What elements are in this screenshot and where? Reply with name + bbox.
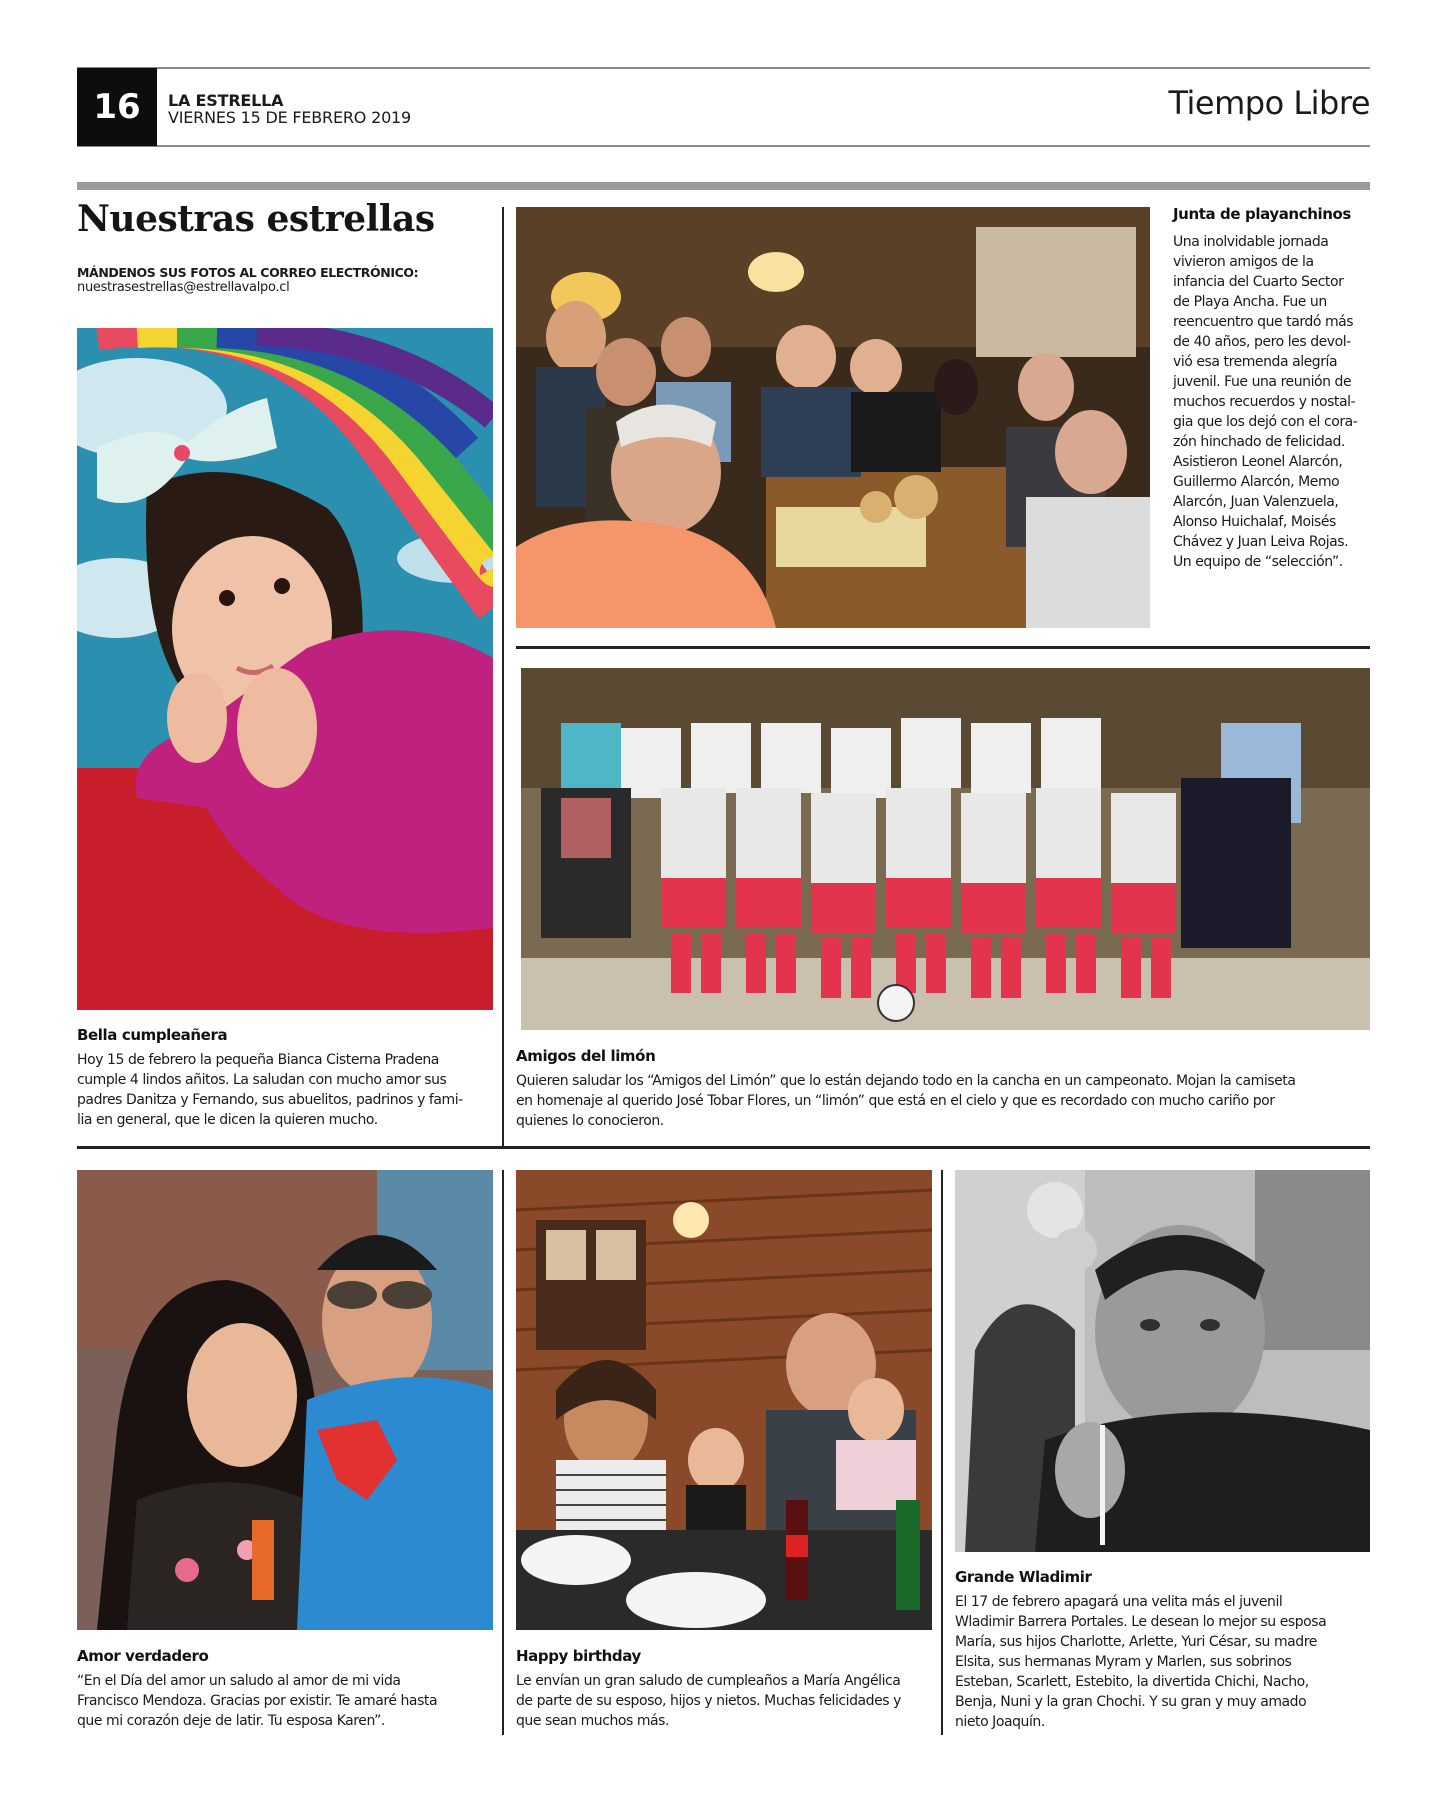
story-line: El 17 de febrero apagará una velita más el juvenil <box>955 1594 1283 1610</box>
story-body <box>955 1592 1326 1732</box>
column-divider <box>502 207 504 1148</box>
couple-selfie-photo <box>77 1170 493 1630</box>
column-divider <box>502 1170 504 1735</box>
story-title: Bella cumpleañera <box>77 1026 228 1044</box>
story-line: “En el Día del amor un saludo al amor de mi vida <box>77 1673 401 1689</box>
story-title: Amor verdadero <box>77 1647 209 1665</box>
section-name: Tiempo Libre <box>1168 84 1370 122</box>
story-line: nieto Joaquín. <box>955 1714 1045 1730</box>
football-team-photo <box>521 668 1370 1030</box>
friends-restaurant-photo <box>516 207 1150 628</box>
story-line: Hoy 15 de febrero la pequeña Bianca Cisterna Pradena <box>77 1052 439 1068</box>
story-line: Elsita, sus hermanas Myram y Marlen, sus sobrinos <box>955 1654 1292 1670</box>
story-line: Chávez y Juan Leiva Rojas. <box>1173 534 1349 550</box>
story-line: Alonso Huichalaf, Moisés <box>1173 514 1336 530</box>
story-line: juvenil. Fue una reunión de <box>1173 374 1352 390</box>
story-line: zón hinchado de felicidad. <box>1173 434 1345 450</box>
story-line: Esteban, Scarlett, Estebito, la divertida Chichi, Nacho, <box>955 1674 1309 1690</box>
page-number: 16 <box>77 68 157 146</box>
section-divider <box>77 1146 1370 1149</box>
story-line: en homenaje al querido José Tobar Flores, un “limón” que está en el cielo y que es recordado con mucho cariño por <box>516 1093 1275 1109</box>
story-line: gia que los dejó con el cora- <box>1173 414 1358 430</box>
story-line: vió esa tremenda alegría <box>1173 354 1338 370</box>
story-line: María, sus hijos Charlotte, Arlette, Yuri César, su madre <box>955 1634 1317 1650</box>
story-line: reencuentro que tardó más <box>1173 314 1354 330</box>
story-line: lia en general, que le dicen la quieren mucho. <box>77 1112 378 1128</box>
column-divider <box>941 1170 943 1735</box>
submission-email[interactable]: nuestrasestrellas@estrellavalpo.cl <box>77 280 290 295</box>
story-line: quienes lo conocieron. <box>516 1113 664 1129</box>
girl-rainbow-photo <box>77 328 493 1010</box>
feature-title: Nuestras estrellas <box>77 198 435 240</box>
story-line: padres Danitza y Fernando, sus abuelitos, padrinos y fami- <box>77 1092 463 1108</box>
story-line: muchos recuerdos y nostal- <box>1173 394 1356 410</box>
header-top-rule <box>77 67 1370 69</box>
story-line: Quieren saludar los “Amigos del Limón” que lo están dejando todo en la cancha en un campeonato. Mojan la camiseta <box>516 1073 1296 1089</box>
story-line: cumple 4 lindos añitos. La saludan con mucho amor sus <box>77 1072 447 1088</box>
header-bottom-rule <box>77 145 1370 147</box>
story-body <box>77 1050 463 1130</box>
story-line: Alarcón, Juan Valenzuela, <box>1173 494 1339 510</box>
man-portrait-bw-photo <box>955 1170 1370 1552</box>
story-line: Benja, Nuni y la gran Chochi. Y su gran y muy amado <box>955 1694 1307 1710</box>
story-title: Junta de playanchinos <box>1173 205 1351 223</box>
story-body <box>516 1671 901 1731</box>
story-line: Wladimir Barrera Portales. Le desean lo mejor su esposa <box>955 1614 1327 1630</box>
story-line: Un equipo de “selección”. <box>1173 554 1343 570</box>
publication-date: VIERNES 15 DE FEBRERO 2019 <box>168 108 412 127</box>
story-line: Asistieron Leonel Alarcón, <box>1173 454 1343 470</box>
story-body <box>1173 232 1357 572</box>
family-dinner-photo <box>516 1170 932 1630</box>
story-title: Grande Wladimir <box>955 1568 1092 1586</box>
story-line: Guillermo Alarcón, Memo <box>1173 474 1340 490</box>
submission-label: MÁNDENOS SUS FOTOS AL CORREO ELECTRÓNICO: <box>77 265 419 280</box>
story-body <box>516 1071 1295 1131</box>
story-body <box>77 1671 437 1731</box>
story-line: Le envían un gran saludo de cumpleaños a María Angélica <box>516 1673 901 1689</box>
story-line: de parte de su esposo, hijos y nietos. Muchas felicidades y <box>516 1693 901 1709</box>
story-line: vivieron amigos de la <box>1173 254 1314 270</box>
story-line: Una inolvidable jornada <box>1173 234 1329 250</box>
publication-name: LA ESTRELLA <box>168 91 284 110</box>
story-line: infancia del Cuarto Sector <box>1173 274 1344 290</box>
section-bar <box>77 182 1370 190</box>
row-divider <box>516 646 1370 649</box>
story-line: que sean muchos más. <box>516 1713 669 1729</box>
story-title: Happy birthday <box>516 1647 641 1665</box>
story-line: de Playa Ancha. Fue un <box>1173 294 1327 310</box>
story-line: Francisco Mendoza. Gracias por existir. Te amaré hasta <box>77 1693 438 1709</box>
story-line: que mi corazón deje de latir. Tu esposa Karen”. <box>77 1713 385 1729</box>
story-line: de 40 años, pero les devol- <box>1173 334 1351 350</box>
story-title: Amigos del limón <box>516 1047 656 1065</box>
